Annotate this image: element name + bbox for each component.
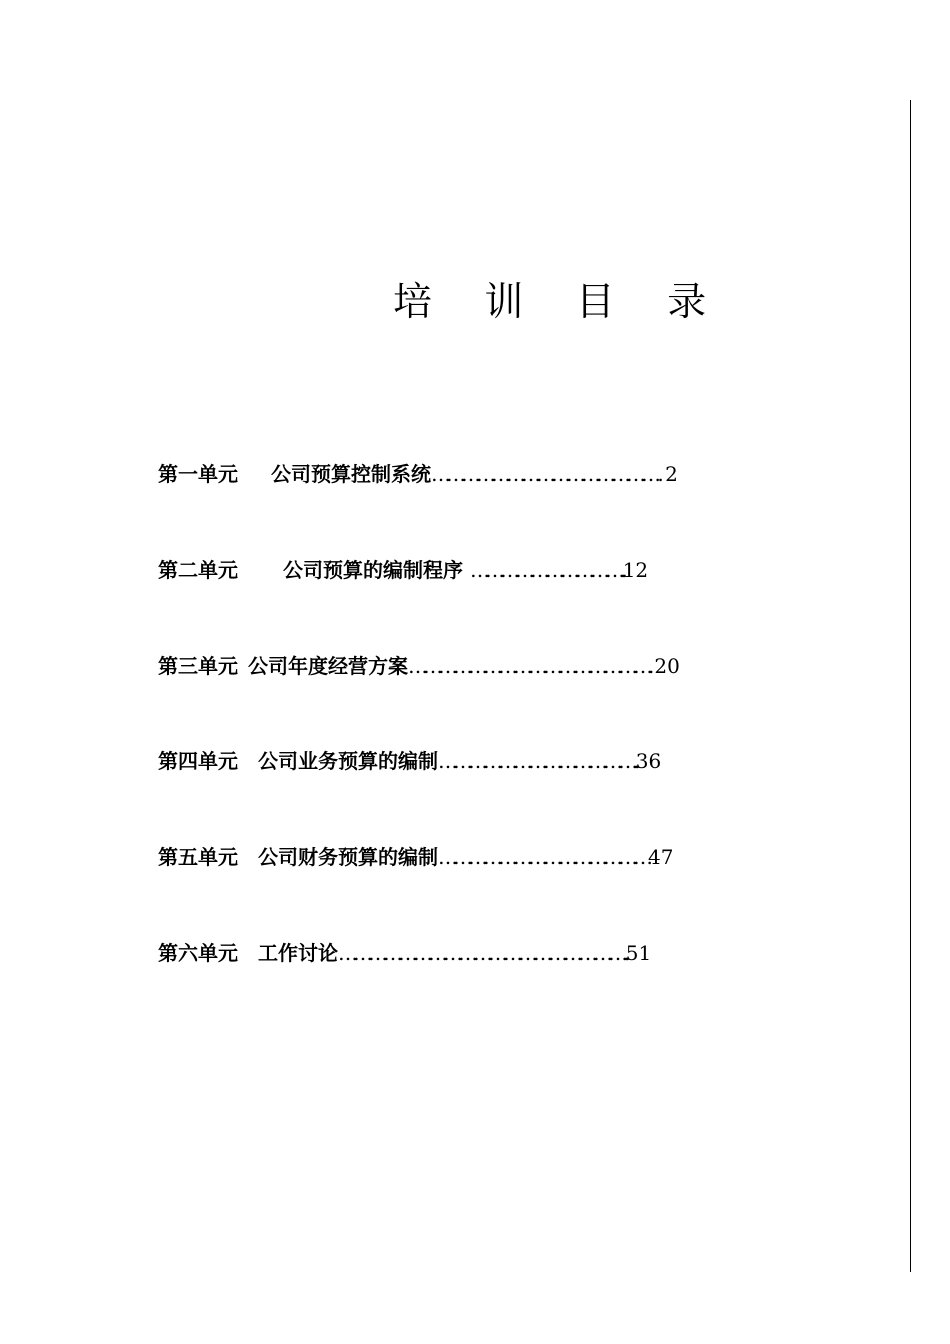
- toc-dot-leader: ……………………………………… .: [431, 462, 659, 486]
- toc-page-number: .20: [648, 654, 680, 678]
- toc-dot-leader: …………………………………………………..: [338, 941, 626, 965]
- toc-unit-label: 第三单元: [158, 654, 238, 678]
- page-edge-line: [910, 100, 911, 1272]
- toc-unit-label: 第四单元: [158, 749, 238, 773]
- toc-dot-leader: …………………………………..: [438, 749, 636, 773]
- toc-entry: [158, 748, 661, 774]
- toc-topic-label: 公司财务预算的编制: [258, 845, 438, 869]
- toc-topic-label: 公司业务预算的编制: [258, 749, 438, 773]
- toc-topic-label: 公司预算的编制程序: [283, 558, 470, 582]
- toc-page-number: 47: [648, 845, 674, 869]
- toc-unit-label: 第一单元: [158, 462, 238, 486]
- toc-topic-label: 工作讨论: [258, 941, 338, 965]
- toc-unit-label: 第五单元: [158, 845, 238, 869]
- toc-page-number: 51: [625, 941, 652, 965]
- toc-entry: [158, 557, 648, 583]
- toc-page-number: 2: [658, 462, 678, 486]
- toc-dot-leader: …………………………..: [469, 558, 623, 582]
- toc-topic-label: 公司年度经营方案: [248, 654, 408, 678]
- toc-entry: [158, 940, 651, 966]
- toc-topic-label: 公司预算控制系统: [271, 462, 431, 486]
- toc-entry: [158, 461, 678, 487]
- toc-page-number: 36: [635, 749, 662, 773]
- toc-unit-label: 第二单元: [158, 558, 238, 582]
- page-title: 培 训 目 录: [393, 280, 727, 325]
- toc-dot-leader: …………………………………………: [408, 654, 648, 678]
- toc-dot-leader: ……………………………………: [438, 845, 648, 869]
- toc-page-number: 12: [622, 558, 649, 582]
- toc-unit-label: 第六单元: [158, 941, 238, 965]
- toc-entry: [158, 844, 673, 870]
- toc-entry: [158, 653, 680, 679]
